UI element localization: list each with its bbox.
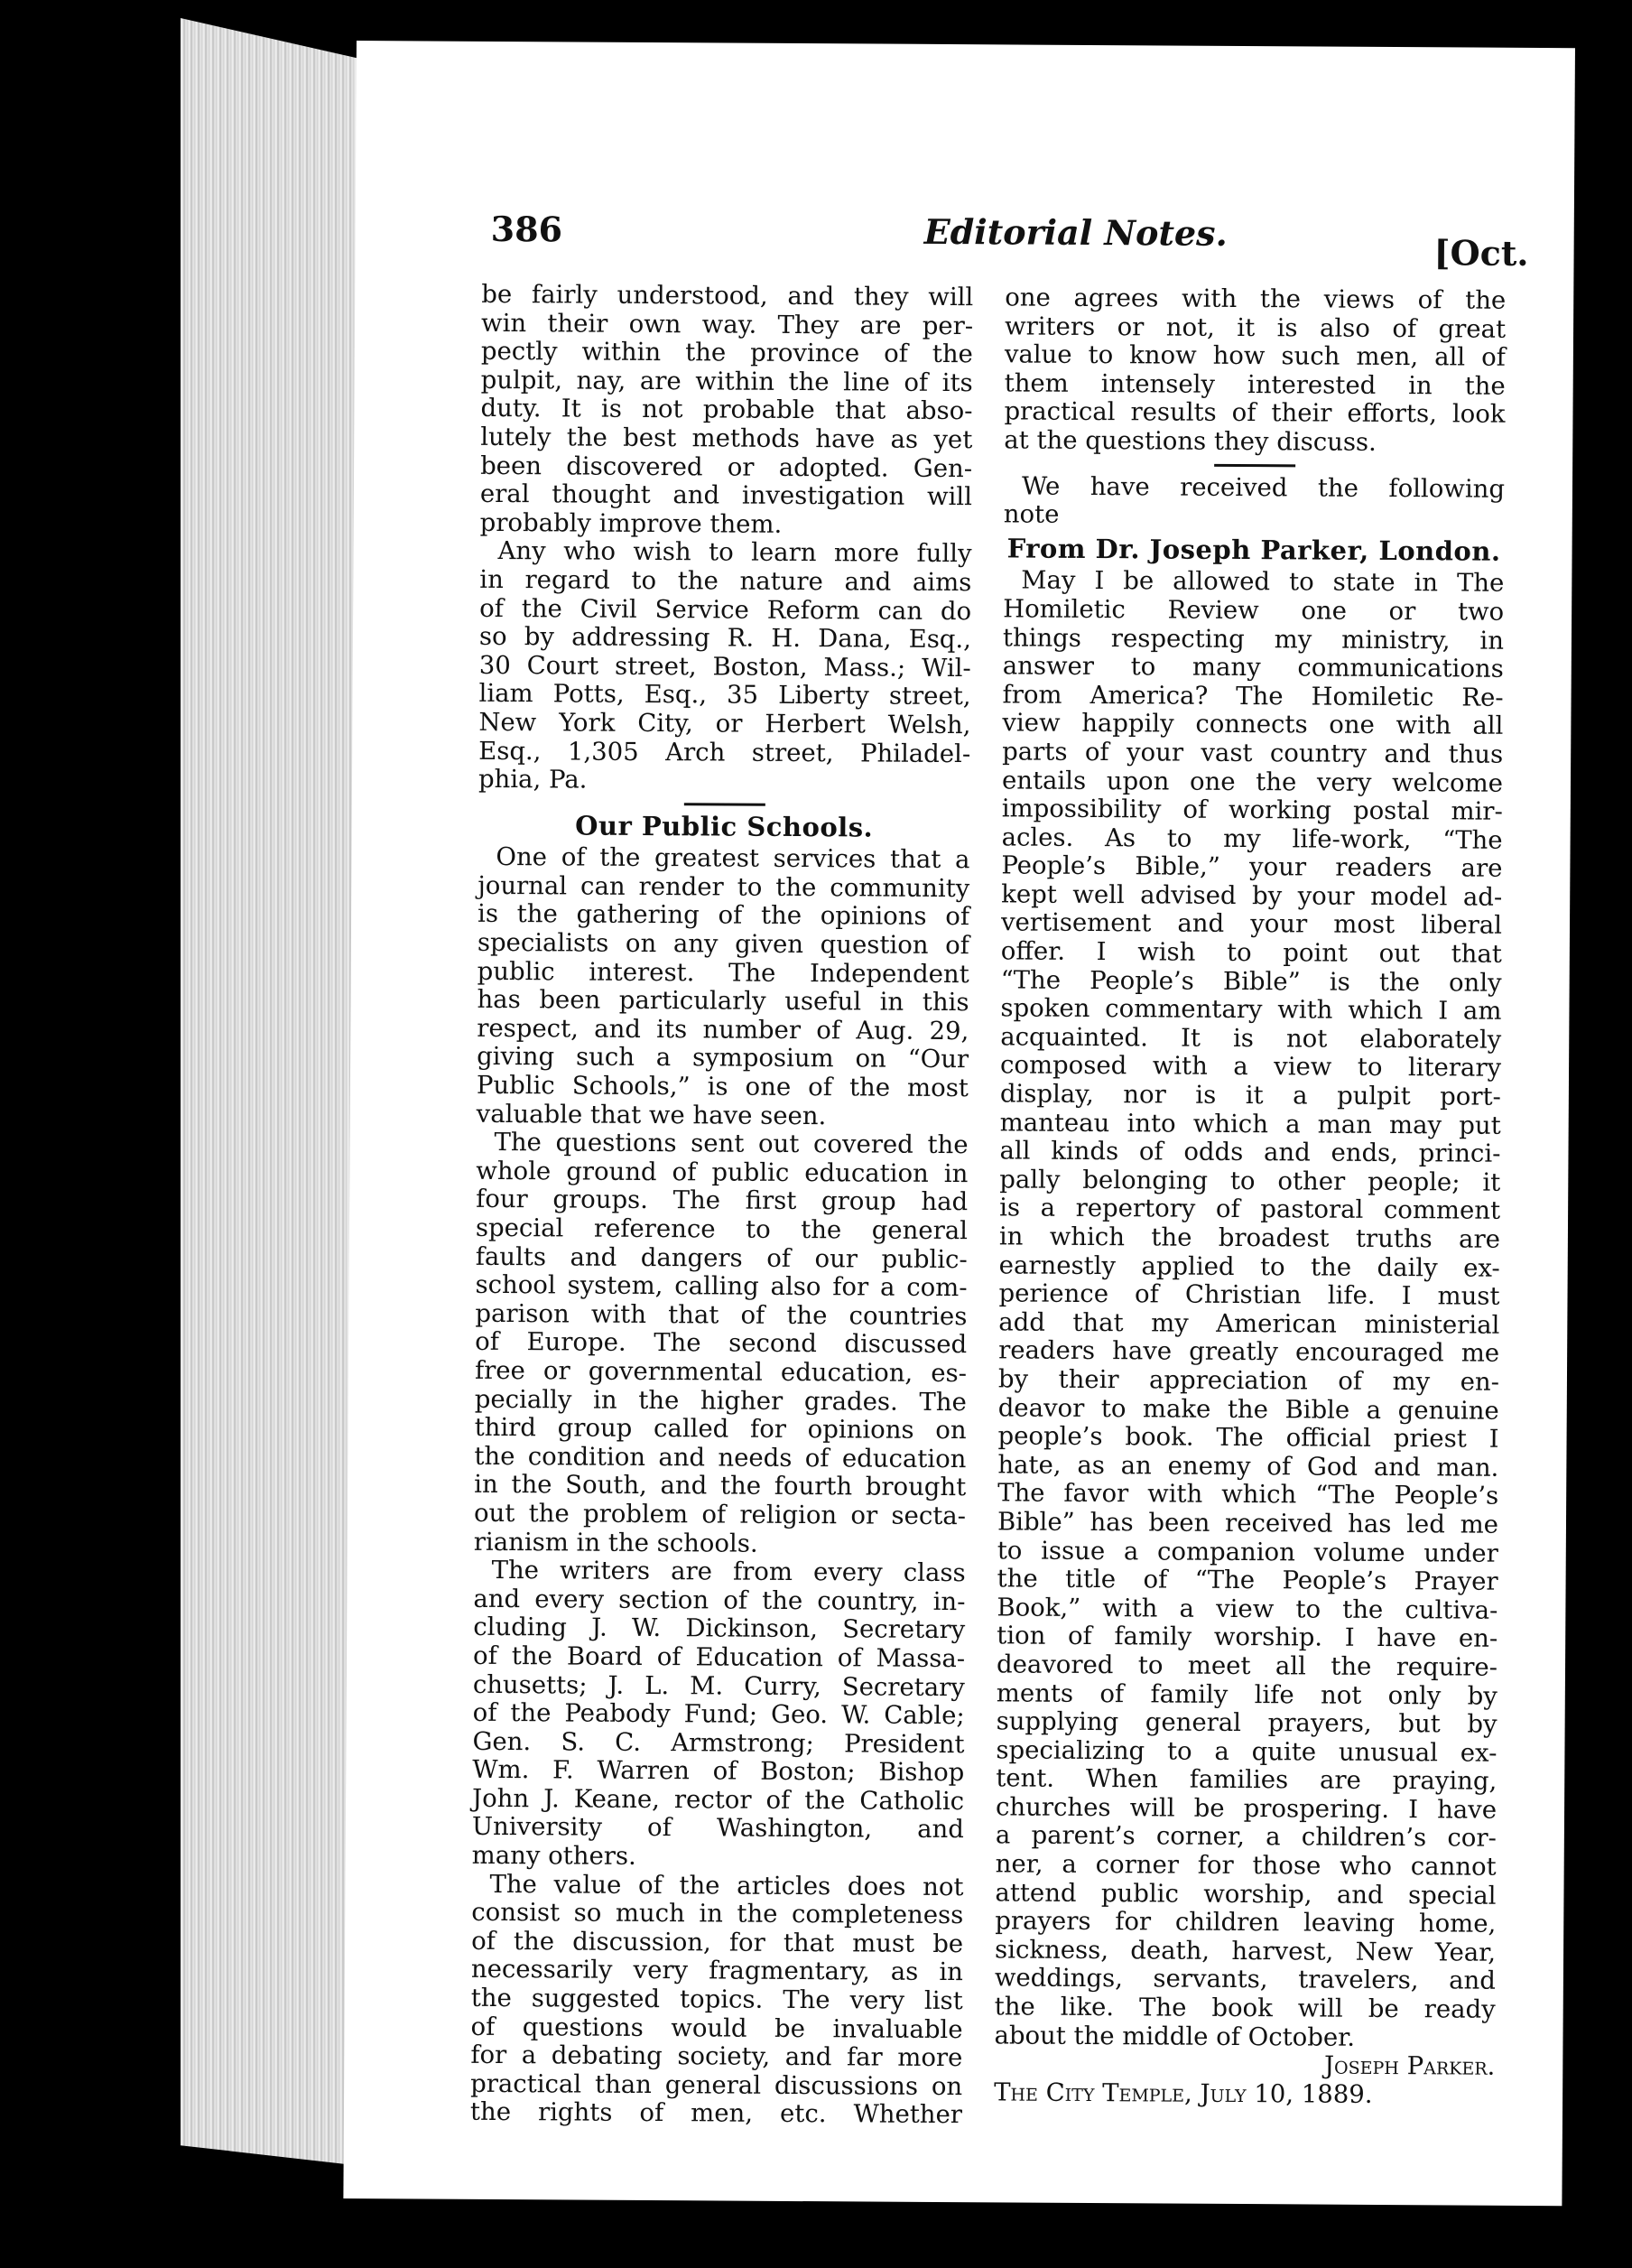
text-line: giving such a symposium on “Our — [477, 1042, 969, 1074]
text-line: be fairly understood, and they will — [481, 279, 974, 312]
running-month: [Oct. — [1433, 232, 1529, 274]
text-line: supplying general prayers, but by — [996, 1706, 1498, 1739]
text-line: third group called for opinions on — [474, 1412, 967, 1445]
text-line: pally belonging to other people; it — [999, 1165, 1501, 1197]
letter-heading: From Dr. Joseph Parker, London. — [1006, 533, 1501, 567]
text-line: add that my American ministerial — [998, 1307, 1500, 1340]
text-line: consist so much in the completeness — [471, 1898, 964, 1930]
left-column — [470, 281, 973, 2130]
paragraph — [480, 281, 974, 541]
text-line: hate, as an enemy of God and man. — [997, 1450, 1499, 1483]
text-line: things respecting my ministry, in — [1002, 622, 1505, 655]
running-title: Editorial Notes. — [923, 210, 1228, 254]
text-line: duty. It is not probable that abso- — [480, 394, 973, 426]
text-line: Gen. S. C. Armstrong; President — [472, 1726, 965, 1759]
text-line: in the South, and the fourth brought — [474, 1470, 967, 1502]
section-rule — [683, 803, 765, 806]
text-line: been discovered or adopted. Gen- — [480, 451, 973, 483]
text-line: of the discussion, for that must be — [471, 1926, 964, 1958]
text-line: manteau into which a man may put — [999, 1108, 1501, 1140]
text-line: to issue a companion volume under — [997, 1535, 1498, 1568]
text-line: the like. The book will be ready — [994, 1992, 1496, 2024]
text-line: Any who wish to learn more fully — [497, 536, 972, 569]
text-line: the suggested topics. The very list — [470, 1983, 963, 2016]
text-line: whole ground of public education in — [476, 1156, 969, 1188]
text-line: Bible” has been received has led me — [997, 1507, 1499, 1539]
text-line: for a debating society, and far more — [470, 2040, 963, 2073]
paragraph — [472, 1557, 966, 1873]
paragraph — [1004, 472, 1505, 533]
text-line: “The People’s Bible” is the only — [1000, 965, 1502, 998]
book-page — [343, 41, 1575, 2206]
text-line: offer. I wish to point out that — [1000, 936, 1502, 969]
text-line: The favor with which “The People’s — [997, 1478, 1499, 1511]
text-line: Book,” with a view to the cultiva- — [997, 1593, 1498, 1625]
text-line: Esq., 1,305 Arch street, Philadel- — [478, 736, 971, 768]
text-line: free or governmental education, es- — [474, 1355, 968, 1389]
text-line: a parent’s corner, a children’s cor- — [995, 1820, 1497, 1854]
text-line: impossibility of working postal mir- — [1001, 794, 1503, 826]
text-line: kept well advised by your model ad- — [1001, 879, 1503, 912]
text-line: People’s Bible,” your readers are — [1001, 850, 1503, 884]
text-line: of Europe. The second discussed — [475, 1327, 968, 1360]
text-line: phia, Pa. — [478, 764, 588, 795]
text-line: of the Board of Education of Massa- — [472, 1641, 966, 1674]
text-line: deavored to meet all the require- — [996, 1650, 1498, 1682]
text-line: Public Schools,” is one of the most — [476, 1070, 969, 1103]
text-line: out the problem of religion or secta- — [473, 1498, 967, 1531]
text-line: display, nor is it a pulpit port- — [999, 1079, 1501, 1111]
text-line: May I be allowed to state in The — [1021, 565, 1505, 599]
text-line: view happily connects one with all — [1002, 708, 1504, 741]
text-line: value to know how such men, all of — [1004, 339, 1506, 372]
letter-dateline: The City Temple, July 10, 1889. — [994, 2077, 1373, 2109]
text-line: special reference to the general — [475, 1213, 969, 1246]
text-line: in regard to the nature and aims — [479, 564, 972, 598]
text-line: the condition and needs of education — [474, 1441, 967, 1473]
text-line: is a repertory of pastoral comment — [999, 1193, 1501, 1226]
page-number: 386 — [490, 208, 563, 250]
paragraph — [470, 1870, 964, 2130]
text-line: public interest. The Independent — [477, 956, 969, 989]
text-line: eral thought and investigation will — [479, 479, 973, 512]
text-line: practical than general discussions on — [470, 2068, 963, 2101]
text-line: cluding J. W. Dickinson, Secretary — [473, 1613, 966, 1645]
text-line: The value of the articles does not — [489, 1869, 964, 1901]
text-line: Homiletic Review one or two — [1003, 594, 1505, 627]
text-line: weddings, servants, travelers, and — [994, 1963, 1496, 1996]
text-line: ments of family life not only by — [996, 1678, 1498, 1711]
text-line: and every section of the country, in- — [473, 1584, 966, 1616]
text-line: 30 Court street, Boston, Mass.; Wil- — [478, 650, 971, 683]
text-line: pectly within the province of the — [480, 337, 973, 369]
text-line: all kinds of odds and ends, princi- — [999, 1136, 1501, 1168]
text-line: practical results of their efforts, look — [1004, 396, 1506, 430]
text-line: One of the greatest services that a — [496, 842, 970, 875]
text-line: sickness, death, harvest, New Year, — [995, 1935, 1497, 1967]
text-line: writers or not, it is also of great — [1004, 311, 1507, 344]
text-line: at the questions they discuss. — [1004, 425, 1377, 457]
text-line: about the middle of October. — [994, 2020, 1356, 2052]
text-line: chusetts; J. L. M. Curry, Secretary — [472, 1669, 965, 1702]
text-line: of the Peabody Fund; Geo. W. Cable; — [472, 1697, 965, 1731]
text-line: four groups. The first group had — [476, 1185, 969, 1217]
text-line: spoken commentary with which I am — [1000, 993, 1502, 1027]
text-line: perience of Christian life. I must — [998, 1278, 1500, 1311]
text-line: attend public worship, and special — [995, 1878, 1497, 1910]
text-line: readers have greatly encouraged me — [998, 1335, 1500, 1369]
text-line: them intensely interested in the — [1004, 368, 1506, 401]
text-line: win their own way. They are per- — [480, 308, 974, 340]
running-head — [490, 209, 1528, 287]
paragraph — [994, 567, 1504, 2053]
text-line: is the gathering of the opinions of — [477, 899, 970, 932]
text-line: one agrees with the views of the — [1005, 283, 1507, 315]
text-line: faults and dangers of our public- — [475, 1241, 968, 1274]
text-line: prayers for children leaving home, — [995, 1906, 1497, 1938]
text-line: lutely the best methods have as yet — [480, 422, 973, 455]
text-line: probably improve them. — [479, 507, 783, 539]
section-rule — [1214, 463, 1295, 467]
text-line: by their appreciation of my en- — [997, 1364, 1500, 1397]
text-line: note — [1003, 499, 1060, 529]
text-line: tion of family worship. I have en- — [997, 1621, 1498, 1654]
text-line: rianism in the schools. — [473, 1527, 758, 1558]
text-line: of the Civil Service Reform can do — [479, 593, 972, 626]
text-line: parison with that of the countries — [475, 1298, 968, 1331]
text-line: John J. Keane, rector of the Catholic — [472, 1783, 965, 1817]
text-line: many others. — [471, 1840, 636, 1871]
text-line: journal can render to the community — [478, 870, 970, 904]
text-line: has been particularly useful in this — [477, 985, 969, 1018]
paragraph — [474, 1129, 969, 1559]
paragraph — [477, 843, 970, 1131]
text-line: liam Potts, Esq., 35 Liberty street, — [478, 679, 971, 711]
text-line: deavor to make the Bible a genuine — [997, 1392, 1499, 1426]
text-line: so by addressing R. H. Dana, Esq., — [478, 621, 972, 655]
text-line: vertisement and your most liberal — [1000, 907, 1503, 941]
text-line: pulpit, nay, are within the line of its — [480, 365, 973, 397]
text-line: valuable that we have seen. — [476, 1099, 827, 1130]
text-line: ner, a corner for those who cannot — [995, 1849, 1497, 1882]
section-heading: Our Public Schools. — [575, 810, 874, 843]
text-line: specialists on any given question of — [477, 927, 969, 961]
text-line: answer to many communications — [1002, 651, 1504, 683]
text-line: composed with a view to literary — [999, 1050, 1502, 1083]
text-line: of questions would be invaluable — [470, 2012, 963, 2044]
text-line: churches will be prospering. I have — [995, 1792, 1498, 1825]
text-line: respect, and its number of Aug. 29, — [477, 1013, 969, 1046]
text-line: Wm. F. Warren of Boston; Bishop — [472, 1755, 965, 1788]
text-line: acquainted. It is not elaborately — [1000, 1022, 1502, 1055]
paragraph — [1004, 284, 1506, 458]
paragraph — [478, 537, 972, 797]
text-line: in which the broadest truths are — [998, 1222, 1501, 1254]
text-line: New York City, or Herbert Welsh, — [478, 707, 971, 740]
text-line: tent. When families are praying, — [996, 1763, 1498, 1797]
text-line: We have received the following — [1021, 471, 1506, 504]
text-line: specializing to a quite unusual ex- — [996, 1735, 1498, 1768]
text-line: The writers are from every class — [491, 1556, 966, 1588]
right-column — [994, 284, 1506, 2110]
text-line: acles. As to my life-work, “The — [1001, 823, 1503, 855]
text-line: earnestly applied to the daily ex- — [998, 1250, 1500, 1283]
text-line: University of Washington, and — [471, 1812, 965, 1845]
text-line: The questions sent out covered the — [494, 1128, 969, 1160]
text-line: parts of your vast country and thus — [1002, 737, 1504, 769]
text-line: entails upon one the very welcome — [1001, 765, 1504, 798]
text-line: pecially in the higher grades. The — [474, 1384, 967, 1417]
text-line: the rights of men, etc. Whether — [469, 2097, 963, 2130]
text-line: necessarily very fragmentary, as in — [470, 1955, 964, 1987]
text-line: the title of “The People’s Prayer — [997, 1564, 1498, 1596]
text-line: school system, calling also for a com- — [475, 1270, 968, 1303]
letter-signature: Joseph Parker. — [1323, 2050, 1496, 2081]
text-line: people’s book. The official priest I — [997, 1421, 1499, 1454]
text-line: from America? The Homiletic Re- — [1002, 680, 1504, 712]
book-page-edges — [181, 18, 370, 2167]
